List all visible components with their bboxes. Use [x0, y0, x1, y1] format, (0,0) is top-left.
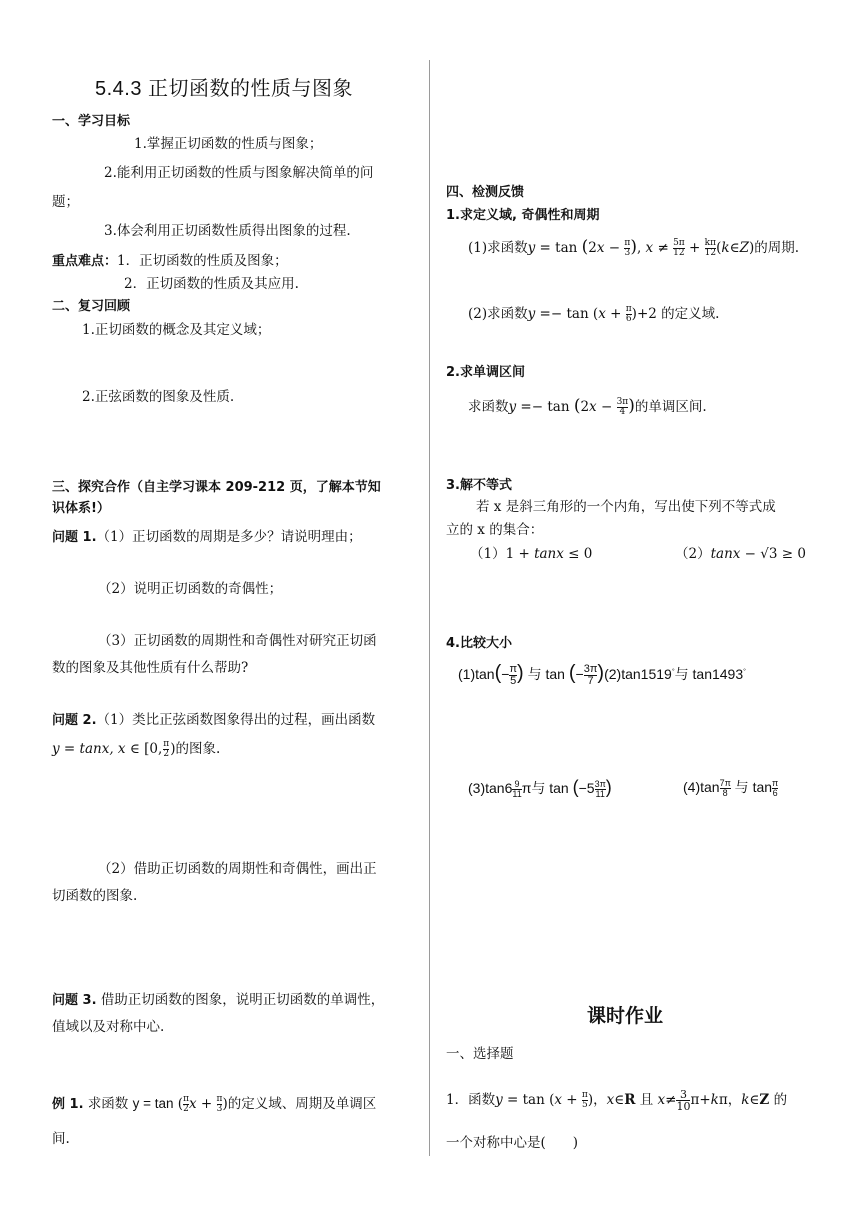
q3-a: 借助正切函数的图象，说明正切函数的单调性，: [100, 992, 385, 1008]
practice-1-2: (2)求函数y =− tan (x + $\frac{\pi}{6}$ )+2 的定义域.: [468, 304, 720, 324]
p2-post: 的单调区间.: [634, 399, 707, 415]
p1-2-post: +2 的定义域.: [636, 306, 720, 322]
q2-part1b-text: 的图象.: [175, 741, 221, 757]
practice-1-1: (1)求函数y = tan (2x − $\frac{\pi}{3}$ ), x ≠ $\frac{5\pi}{12}$ + $\frac{k\pi}{12}$ (k∈Z)的周期.: [468, 237, 800, 258]
practice-3-item-2: （2）tanx − √3 ≥ 0: [675, 546, 806, 562]
goal-2b: 题；: [52, 194, 79, 210]
q3-b: 值域以及对称中心.: [52, 1019, 165, 1035]
practice-4-4: (4)tan $\frac{7\pi}{8}$ 与 tan $\frac{\pi}{6}$: [683, 777, 779, 798]
q1-part3a: （3）正切函数的周期性和奇偶性对研究正切函: [98, 633, 377, 649]
q1-part2: （2）说明正切函数的奇偶性；: [98, 581, 283, 597]
p1-2-pre: (2)求函数: [468, 306, 528, 322]
key-2: 2．正切函数的性质及其应用.: [124, 276, 299, 292]
practice-3-heading: 3.解不等式: [446, 478, 512, 493]
key-points: [52, 249, 288, 269]
practice-3-b: 立的 x 的集合：: [446, 522, 544, 538]
q1-label: 问题 1.: [52, 530, 97, 545]
practice-1-heading: 1.求定义域, 奇偶性和周期: [446, 208, 600, 223]
q2-part2b: 切函数的图象.: [52, 888, 138, 904]
ex1-b: 的定义域、周期及单调区: [227, 1096, 377, 1112]
section-heading-explore-a: 三、探究合作（自主学习课本 209-212 页，了解本节知: [52, 480, 381, 495]
review-2: 2.正弦函数的图象及性质.: [82, 389, 235, 405]
question-2: [52, 708, 375, 728]
goal-1: 1.掌握正切函数的性质与图象；: [134, 136, 323, 152]
practice-2: 求函数y =− tan (2x − $\frac{3\pi}{4}$ )的单调区间.: [468, 396, 707, 417]
key-1: 1．正切函数的性质及图象；: [117, 253, 288, 269]
section-heading-review: 二、复习回顾: [52, 299, 131, 314]
homework-section-choice: 一、选择题: [446, 1046, 514, 1062]
page-title: 5.4.3 正切函数的性质与图象: [95, 78, 354, 100]
q1-part1: （1）正切函数的周期是多少？请说明理由；: [96, 529, 362, 545]
practice-2-heading: 2.求单调区间: [446, 365, 525, 380]
q2-part2a: （2）借助正切函数的周期性和奇偶性，画出正: [98, 861, 377, 877]
question-1: [52, 525, 362, 545]
practice-3-a: 若 x 是斜三角形的一个内角，写出使下列不等式成: [476, 499, 776, 515]
section-heading-explore-b: 识体系!）: [52, 501, 110, 516]
q2-label: 问题 2.: [52, 713, 97, 728]
ex1-label: 例 1.: [52, 1097, 84, 1112]
q3-label: 问题 3.: [52, 993, 97, 1008]
p2-pre: 求函数: [468, 399, 509, 415]
q2-part1b: y = tanx, x ∈ [0, $\frac{\pi}{2}$ )的图象.: [52, 739, 221, 759]
ex1-a: 求函数: [87, 1096, 129, 1112]
q2-part1a: （1）类比正弦函数图象得出的过程，画出函数: [96, 712, 376, 728]
section-heading-feedback: 四、检测反馈: [446, 185, 525, 200]
column-divider: [429, 60, 430, 1156]
homework-question-1b: 一个对称中心是( ): [446, 1135, 579, 1151]
goal-2a: 2.能利用正切函数的性质与图象解决简单的问: [104, 165, 374, 181]
review-1: 1.正切函数的概念及其定义域；: [82, 322, 271, 338]
goal-3: 3.体会利用正切函数性质得出图象的过程.: [104, 223, 351, 239]
q1-part3b: 数的图象及其他性质有什么帮助?: [52, 660, 249, 676]
practice-3-item-1: （1）1 + tanx ≤ 0: [470, 546, 593, 562]
homework-question-1: 1．函数y = tan (x + $\frac{\pi}{5}$ )，x∈R 且 x≠ $\frac{3}{10}$ π+kπ，k∈Z 的: [446, 1088, 788, 1113]
section-heading-goals: 一、学习目标: [52, 114, 131, 129]
ex1-c: 间.: [52, 1131, 70, 1147]
homework-title: 课时作业: [587, 1005, 664, 1027]
p1-1-post: 的周期.: [754, 240, 800, 256]
practice-4-3: (3)tan6 $\frac{9}{11}$ π与 tan (−5 $\frac{3\pi}{11}$ ): [468, 777, 612, 799]
question-3: [52, 988, 384, 1008]
key-label: 重点难点：: [52, 254, 118, 269]
practice-4-heading: 4.比较大小: [446, 636, 512, 651]
example-1: 例 1. 求函数 y = tan ( $\frac{\pi}{2}$ x + $\frac{\pi}{3}$ )的定义域、周期及单调区: [52, 1094, 377, 1114]
p1-1-pre: (1)求函数: [468, 240, 528, 256]
practice-4-1-2: (1)tan(− $\frac{\pi}{5}$ ) 与 tan (− $\frac{3\pi}{7}$ )(2)tan1519°与 tan1493°: [458, 662, 746, 687]
